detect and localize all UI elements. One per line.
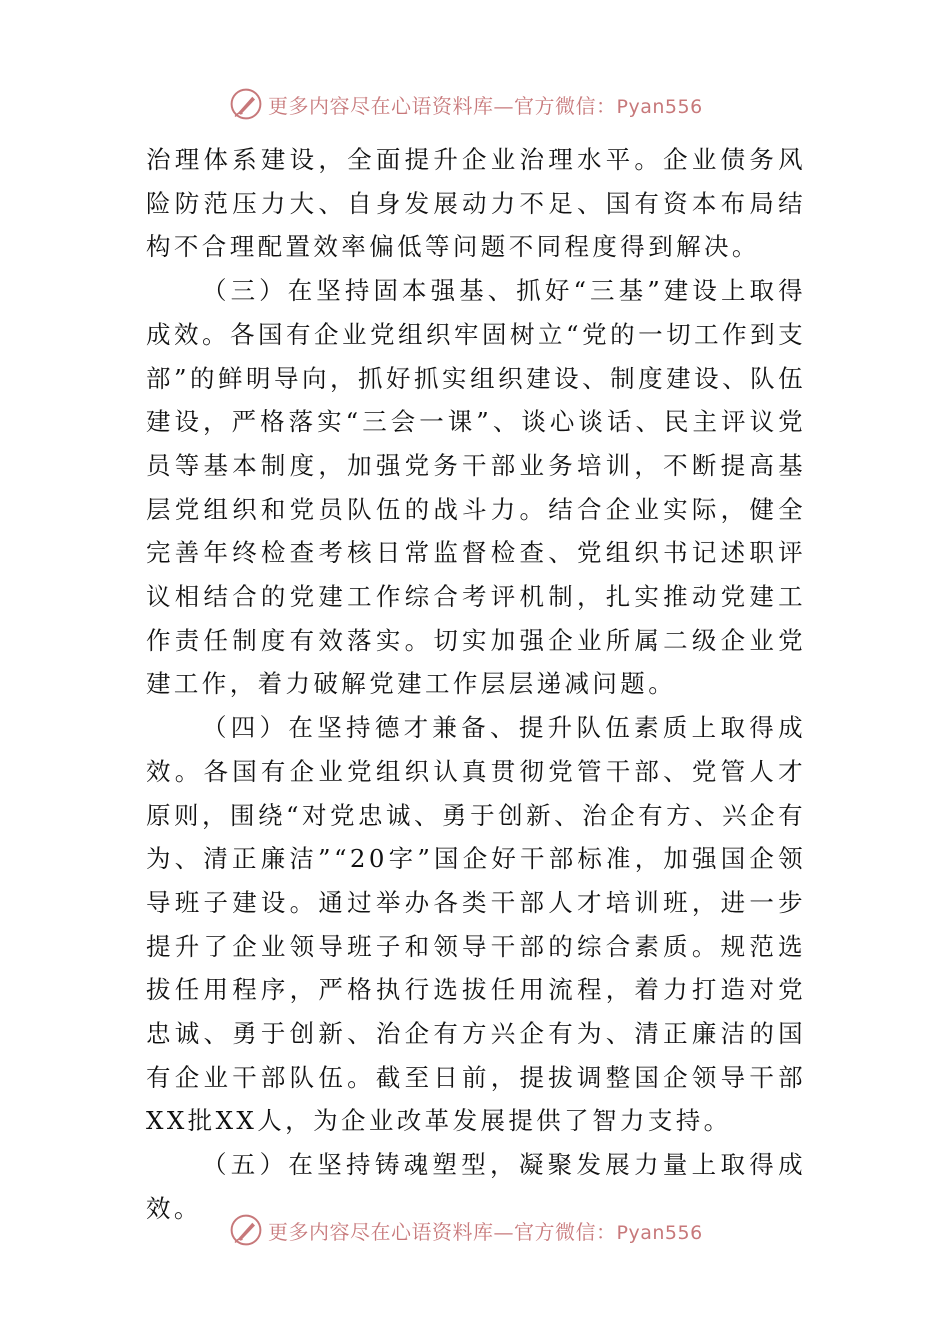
footer-banner bbox=[228, 1210, 748, 1250]
banner-text: 更多内容尽在心语资料库—官方微信：Pyan556 bbox=[268, 1219, 703, 1244]
pen-circle-logo-icon bbox=[228, 1212, 264, 1248]
paragraph-3: （四）在坚持德才兼备、提升队伍素质上取得成效。各国有企业党组织认真贯彻党管干部、党管人才原则，围绕“对党忠诚、勇于创新、治企有方、兴企有为、清正廉洁”“20字”国企好干部标准，加强国企领导班子建设。通过举办各类干部人才培训班，进一步提升了企业领导班子和领导干部的综合素质。规范选拔任用程序，严格执行选拔任用流程，着力打造对党忠诚、勇于创新、治企有方兴企有为、清正廉洁的国有企业干部队伍。截至日前，提拔调整国企领导干部XX批XX人，为企业改革发展提供了智力支持。 bbox=[146, 713, 806, 1136]
document-body bbox=[146, 138, 806, 1231]
wechat-id: Pyan556 bbox=[616, 95, 703, 118]
paragraph-1: 治理体系建设，全面提升企业治理水平。企业债务风险防范压力大、自身发展动力不足、国有资本布局结构不合理配置效率偏低等问题不同程度得到解决。 bbox=[146, 145, 806, 262]
paragraph-2: （三）在坚持固本强基、抓好“三基”建设上取得成效。各国有企业党组织牢固树立“党的一切工作到支部”的鲜明导向，抓好抓实组织建设、制度建设、队伍建设，严格落实“三会一课”、谈心谈话、民主评议党员等基本制度，加强党务干部业务培训，不断提高基层党组织和党员队伍的战斗力。结合企业实际，健全完善年终检查考核日常监督检查、党组织书记述职评议相结合的党建工作综合考评机制，扎实推动党建工作责任制度有效落实。切实加强企业所属二级企业党建工作，着力破解党建工作层层递减问题。 bbox=[146, 276, 806, 699]
wechat-id: Pyan556 bbox=[616, 1221, 703, 1244]
banner-text: 更多内容尽在心语资料库—官方微信：Pyan556 bbox=[268, 93, 703, 118]
paragraph-4: （五）在坚持铸魂塑型，凝聚发展力量上取得成效。 bbox=[146, 1150, 806, 1223]
header-banner bbox=[228, 84, 748, 124]
pen-circle-logo-icon bbox=[228, 86, 264, 122]
